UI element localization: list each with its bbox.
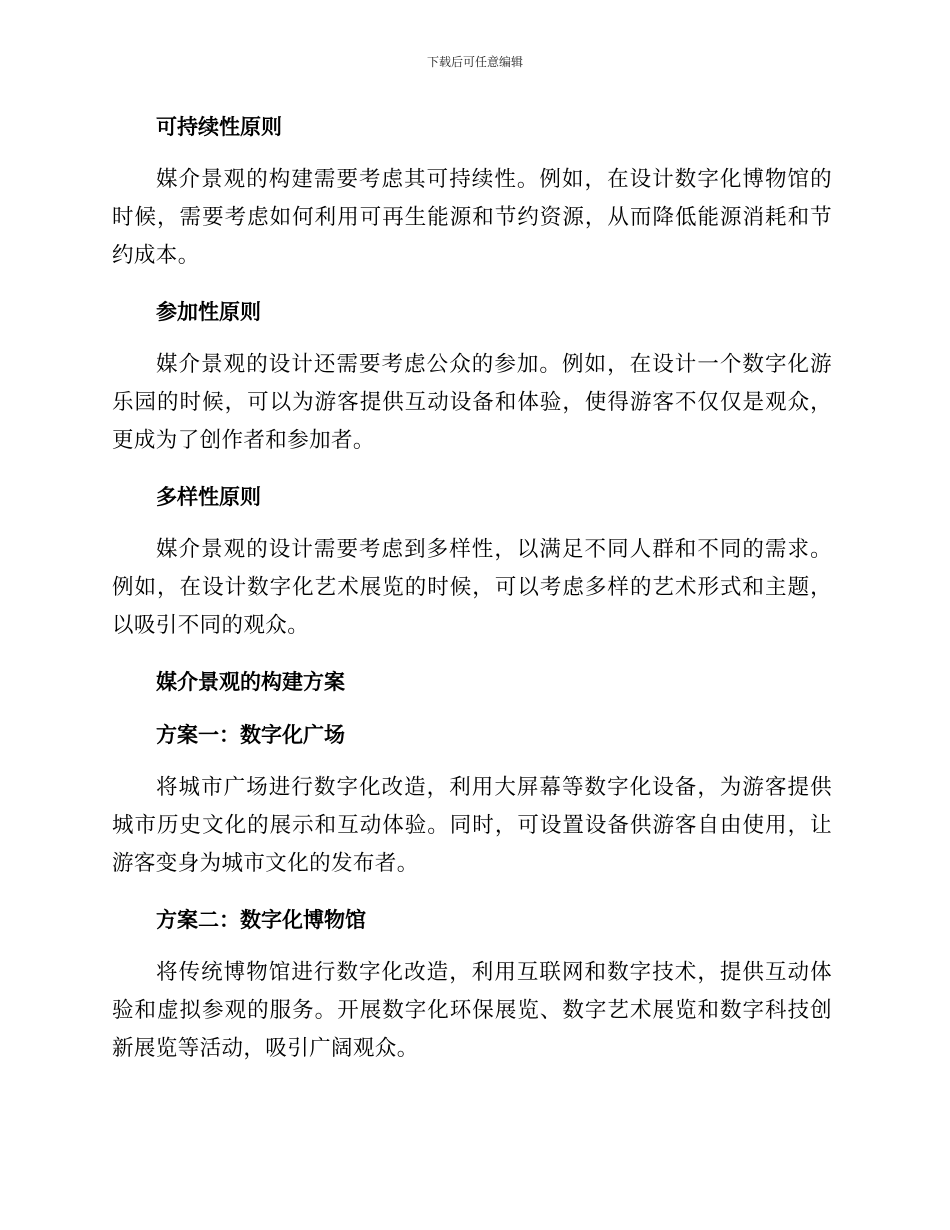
section-heading-plan-two: 方案二：数字化博物馆 — [156, 908, 366, 932]
document-body — [112, 108, 832, 1086]
section-paragraph-participation: 媒介景观的设计还需要考虑公众的参加。例如，在设计一个数字化游乐园的时候，可以为游客提供互动设备和体验，使得游客不仅仅是观众，更成为了创作者和参加者。 — [112, 352, 832, 453]
section-paragraph-plan-two: 将传统博物馆进行数字化改造，利用互联网和数字技术，提供互动体验和虚拟参观的服务。开展数字化环保展览、数字艺术展览和数字科技创新展览等活动，吸引广阔观众。 — [112, 960, 832, 1061]
section-heading-plan-one: 方案一：数字化广场 — [156, 723, 345, 747]
section-heading-construction-plan: 媒介景观的构建方案 — [156, 670, 345, 694]
section-heading-participation: 参加性原则 — [156, 300, 261, 324]
section-heading-diversity: 多样性原则 — [156, 485, 261, 509]
section-heading-sustainability: 可持续性原则 — [156, 115, 282, 139]
section-paragraph-sustainability: 媒介景观的构建需要考虑其可持续性。例如，在设计数字化博物馆的时候，需要考虑如何利用可再生能源和节约资源，从而降低能源消耗和节约成本。 — [112, 167, 832, 268]
section-paragraph-plan-one: 将城市广场进行数字化改造，利用大屏幕等数字化设备，为游客提供城市历史文化的展示和互动体验。同时，可设置设备供游客自由使用，让游客变身为城市文化的发布者。 — [112, 775, 832, 876]
page-header-note: 下载后可任意编辑 — [426, 55, 523, 69]
section-paragraph-diversity: 媒介景观的设计需要考虑到多样性，以满足不同人群和不同的需求。例如，在设计数字化艺术展览的时候，可以考虑多样的艺术形式和主题，以吸引不同的观众。 — [112, 537, 832, 638]
